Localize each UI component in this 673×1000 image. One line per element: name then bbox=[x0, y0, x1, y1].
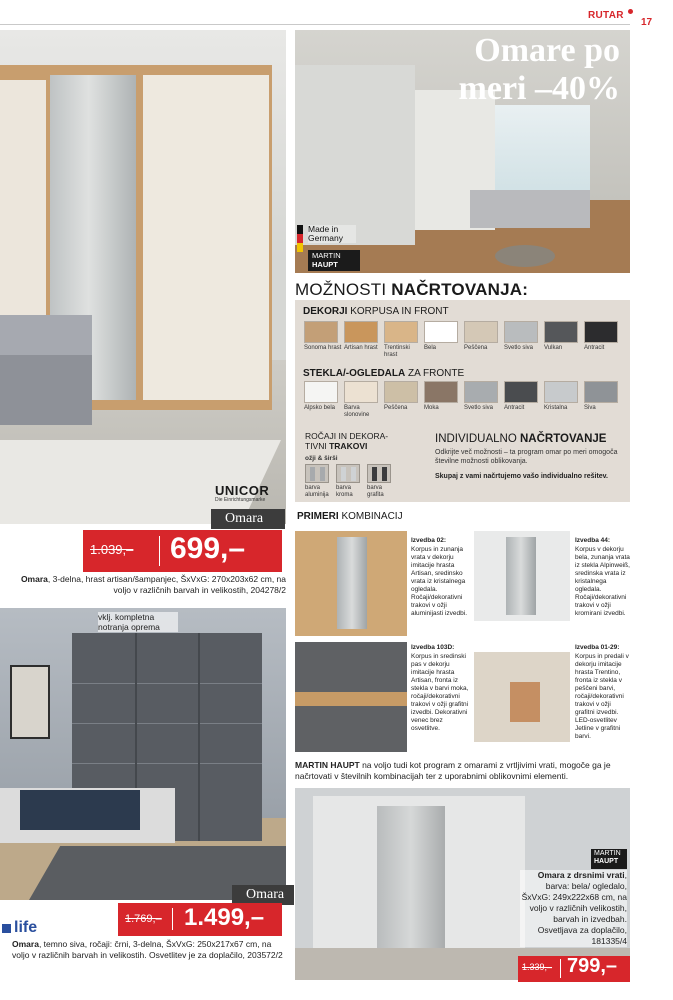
martin-haupt-badge: MARTIN HAUPT bbox=[308, 250, 360, 271]
swatch-label: Kristalna bbox=[544, 405, 568, 411]
swatch-label: Antracit bbox=[504, 405, 525, 411]
martin-haupt-badge: MARTIN HAUPT bbox=[591, 849, 627, 869]
swatch-label: Siva bbox=[584, 405, 596, 411]
swatch-label: Svetlo siva bbox=[504, 345, 534, 351]
example-photo-44 bbox=[474, 531, 570, 621]
unicor-tagline: Die Einrichtungsmarke bbox=[215, 497, 266, 503]
example-text: Izvedba 44: Korpus v dekorju bela, zunanja vrata iz stekla Alpinweiß, sredinska vrata iz kristalnega ogledala. Ročaji/dekorativni trakovi v ožji kromirani izvedbi. bbox=[575, 537, 630, 617]
glass-heading: STEKLA/-OGLEDALA ZA FRONTE bbox=[303, 368, 465, 379]
examples-heading: PRIMERI KOMBINACIJ bbox=[297, 511, 403, 522]
swatch-label: Alpsko bela bbox=[304, 405, 336, 411]
swatch bbox=[344, 321, 378, 343]
example-text: Izvedba 01-29: Korpus in predali v dekorju imitacije hrasta Trentino, fronta iz stekla v peščeni barvi, ročaji/dekorativni trakovi v ožji grafitni izvedbi. LED-osvetlitev Jetline v grafitni barvi. bbox=[575, 644, 629, 740]
swatch bbox=[544, 381, 578, 403]
swatch-label: Vulkan bbox=[544, 345, 563, 351]
example-photo-103d bbox=[295, 642, 407, 752]
swatch bbox=[464, 321, 498, 343]
header-rule bbox=[0, 24, 630, 25]
unicor-logo: UNICOR bbox=[215, 483, 270, 498]
swatch-label: Peščena bbox=[384, 405, 408, 411]
individual-cta: Skupaj z vami načrtujemo vašo individualno rešitev. bbox=[435, 473, 608, 480]
individual-text: Odkrijte več možnosti – ta program omar po meri omogoča številne možnosti oblikovanja. bbox=[435, 449, 618, 465]
swatch-label: Peščena bbox=[464, 345, 488, 351]
product-label: Omara bbox=[211, 509, 285, 529]
example-text: Izvedba 103D: Korpus in sredinski pas v dekorju imitacije hrasta Artisan, fronta iz stekla v barvi moka, ročaji/dekorativni trakovi v ožji grafitni izvedbi. Dekorativni venec brez osvetlitve. bbox=[411, 644, 469, 732]
handle-swatch bbox=[367, 464, 391, 483]
price-divider bbox=[172, 908, 173, 930]
life-logo-square bbox=[2, 924, 11, 933]
brand-logo: RUTAR bbox=[588, 10, 624, 21]
price-divider bbox=[159, 536, 160, 566]
hero-title: Omare po meri –40% bbox=[458, 32, 620, 107]
handle-label: barva kroma bbox=[336, 485, 353, 498]
swatch bbox=[304, 321, 338, 343]
handle-swatch bbox=[336, 464, 360, 483]
product-label: Omara bbox=[232, 885, 294, 905]
wardrobe-photo-unicor bbox=[0, 30, 286, 524]
swatch-label: Trentinski hrast bbox=[384, 345, 410, 358]
martin-haupt-description: MARTIN HAUPT na voljo tudi kot program z omarami z vrtljivimi vrati, mogoče ga je načrtovati v številnih kombinacijah ter z uporabnimi oblikovnimi elementi. bbox=[295, 760, 611, 781]
new-price: 1.499,– bbox=[184, 904, 265, 931]
new-price: 699,– bbox=[170, 532, 246, 565]
swatch-label: Svetlo siva bbox=[464, 405, 494, 411]
interior-note: vklj. kompletna notranja oprema bbox=[98, 612, 178, 632]
swatch bbox=[384, 321, 418, 343]
handle-label: barva grafita bbox=[367, 485, 384, 498]
swatch bbox=[544, 321, 578, 343]
page-number: 17 bbox=[641, 17, 653, 28]
swatch bbox=[504, 381, 538, 403]
swatch bbox=[384, 381, 418, 403]
german-flag-stripe bbox=[297, 243, 303, 252]
swatch bbox=[344, 381, 378, 403]
example-text: Izvedba 02: Korpus in zunanja vrata v dekorju imitacije hrasta Artisan, sredinsko vrata iz kristalnega ogledala. Ročaji/dekorativni trakovi v ožji aluminijasti izvedbi. bbox=[411, 537, 467, 617]
swatch-label: Artisan hrast bbox=[344, 345, 378, 351]
swatch bbox=[464, 381, 498, 403]
life-logo: life bbox=[14, 919, 38, 936]
example-photo-01-29 bbox=[474, 652, 570, 742]
swatch-label: Sonoma hrast bbox=[304, 345, 342, 351]
german-flag-stripe bbox=[297, 234, 303, 243]
swatch-label: Moka bbox=[424, 405, 439, 411]
swatch bbox=[584, 321, 618, 343]
individual-heading: INDIVIDUALNO NAČRTOVANJE bbox=[435, 433, 607, 445]
old-price: 1.039,– bbox=[90, 542, 134, 557]
swatch-label: Barva slonovine bbox=[344, 405, 370, 418]
swatch-label: Bela bbox=[424, 345, 437, 351]
swatch bbox=[424, 381, 458, 403]
product-description: Omara z drsnimi vrati, barva: bela/ ogledalo, ŠxVxG: 249x222x68 cm, na voljo v različnih velikostih, barvah in izvedbah. Osvetljava za doplačilo, 181335/4 bbox=[521, 870, 627, 946]
options-heading: MOŽNOSTI NAČRTOVANJA: bbox=[295, 280, 529, 299]
handle-swatch bbox=[305, 464, 329, 483]
old-price: 1.339,– bbox=[522, 962, 553, 972]
decors-heading: DEKORJI KORPUSA IN FRONT bbox=[303, 306, 449, 317]
product-description: Omara, 3-delna, hrast artisan/šampanjec, ŠxVxG: 270x203x62 cm, na voljo v različnih barvah in velikostih, 204278/2 bbox=[20, 574, 286, 595]
swatch bbox=[504, 321, 538, 343]
brand-dot bbox=[628, 9, 633, 14]
example-photo-02 bbox=[295, 531, 407, 636]
new-price: 799,– bbox=[567, 955, 618, 977]
swatch-label: Antracit bbox=[584, 345, 605, 351]
made-in-germany: Made in Germany bbox=[308, 225, 356, 243]
swatch bbox=[304, 381, 338, 403]
old-price: 1.769,– bbox=[125, 913, 162, 925]
price-divider bbox=[560, 959, 561, 978]
german-flag-icon bbox=[297, 225, 303, 234]
wardrobe-photo-grey bbox=[0, 608, 286, 900]
product-description: Omara, temno siva, ročaji: črni, 3-delna, ŠxVxG: 250x217x67 cm, na voljo v različnih barvah in velikostih. Osvetlitev je za doplačilo, 203572/2 bbox=[12, 939, 283, 960]
handles-sub: ožji & širši bbox=[305, 455, 338, 462]
handle-label: barva aluminija bbox=[305, 485, 329, 498]
swatch bbox=[584, 381, 618, 403]
swatch bbox=[424, 321, 458, 343]
handles-heading: ROČAJI IN DEKORA-TIVNI TRAKOVI bbox=[305, 431, 389, 451]
